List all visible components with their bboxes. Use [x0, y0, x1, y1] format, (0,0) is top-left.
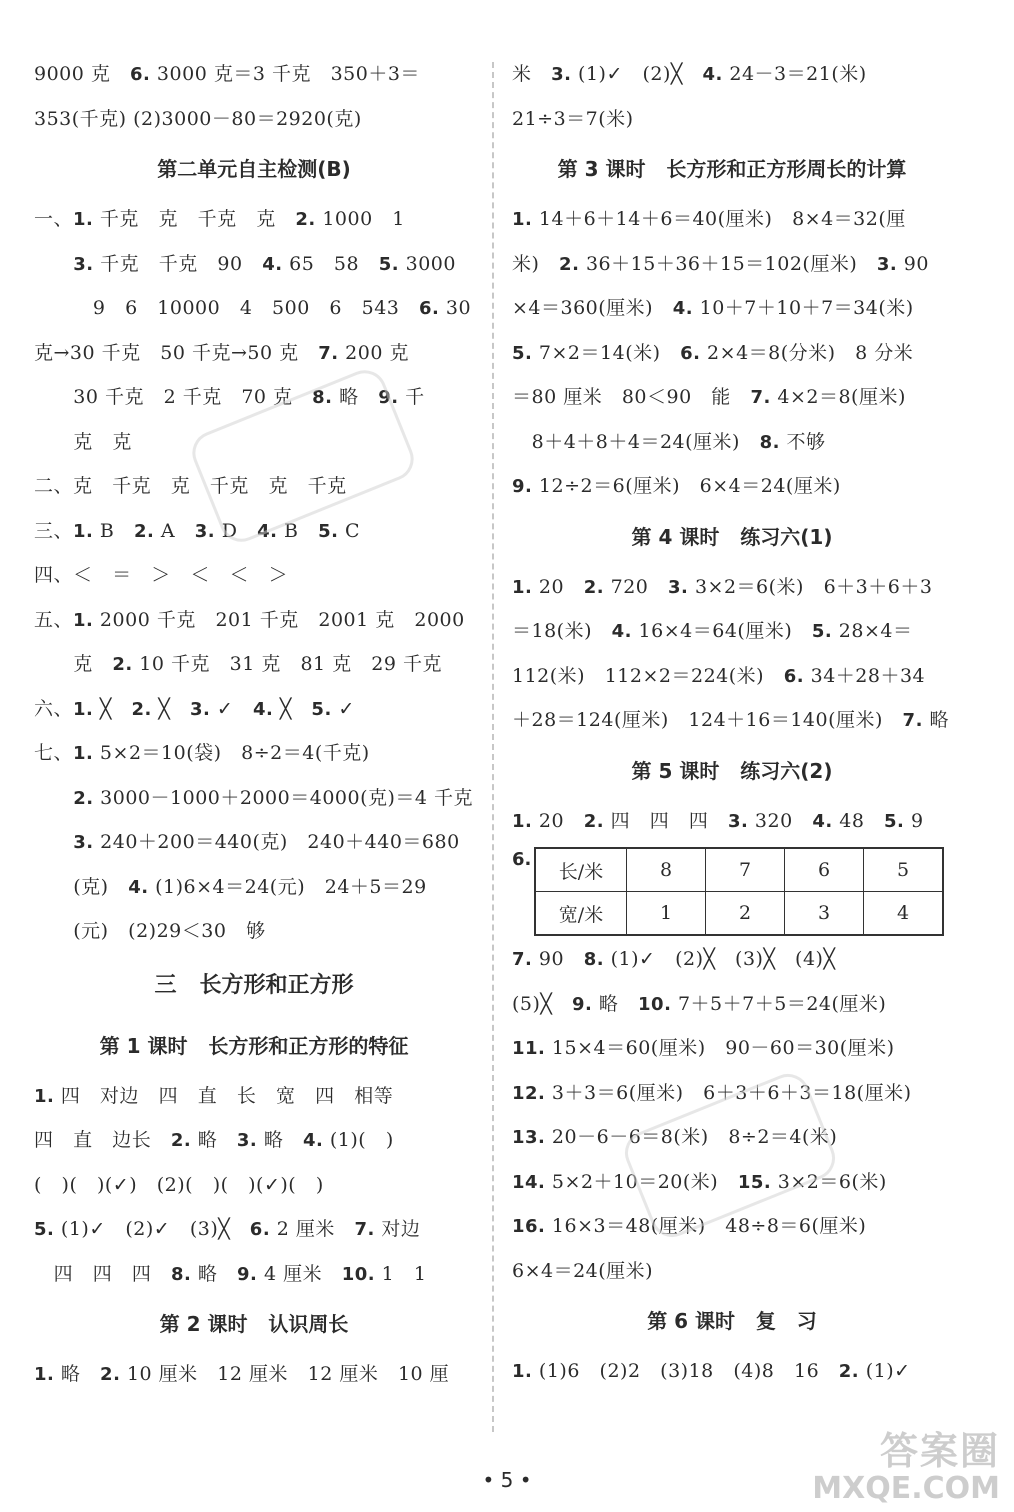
table-cell: 4	[864, 892, 944, 936]
section-heading: 第 6 课时 复 习	[647, 1309, 817, 1333]
table-row-header: 宽/米	[535, 892, 627, 936]
table-cell: 2	[706, 892, 785, 936]
answer-line: (5)╳ 9. 略 10. 7＋5＋7＋5＝24(厘米)	[512, 992, 887, 1015]
answer-line: 5. 7×2＝14(米) 6. 2×4＝8(分米) 8 分米	[512, 341, 914, 364]
section-heading: 第 3 课时 长方形和正方形周长的计算	[557, 157, 907, 181]
answer-line: 12. 3＋3＝6(厘米) 6＋3＋6＋3＝18(厘米)	[512, 1081, 912, 1104]
section-heading: 第二单元自主检测(B)	[157, 157, 351, 181]
answer-line: 1. 20 2. 四 四 四 3. 320 4. 48 5. 9	[512, 809, 924, 832]
answer-line: 七、1. 5×2＝10(袋) 8÷2＝4(千克)	[34, 742, 370, 764]
answer-line: 3. 240＋200＝440(克) 240＋440＝680	[73, 831, 460, 853]
answer-line: 四、＜ ＝ ＞ ＜ ＜ ＞	[34, 564, 289, 586]
section-heading: 第 2 课时 认识周长	[159, 1312, 349, 1336]
table-cell: 7	[706, 848, 785, 892]
answer-line: ( )( )(✓) (2)( )( )(✓)( )	[34, 1173, 324, 1196]
length-width-table	[534, 847, 944, 936]
answer-line: 克→30 千克 50 千克→50 克 7. 200 克	[34, 341, 409, 364]
answer-line: 3. 千克 千克 90 4. 65 58 5. 3000	[73, 252, 456, 275]
answer-line: 7. 90 8. (1)✓ (2)╳ (3)╳ (4)╳	[512, 948, 836, 970]
answer-line: 米) 2. 36＋15＋36＋15＝102(厘米) 3. 90	[512, 252, 929, 275]
unit-heading: 三 长方形和正方形	[154, 972, 354, 998]
answer-line: 9. 12÷2＝6(厘米) 6×4＝24(厘米)	[512, 475, 841, 497]
table-row	[535, 848, 943, 892]
answer-line: (克) 4. (1)6×4＝24(元) 24＋5＝29	[34, 875, 427, 898]
table-cell: 1	[627, 892, 706, 936]
section-heading: 第 4 课时 练习六(1)	[631, 524, 833, 549]
answer-line: 13. 20－6－6＝8(米) 8÷2＝4(米)	[512, 1126, 838, 1148]
answer-line: 112(米) 112×2＝224(米) 6. 34＋28＋34	[512, 664, 926, 687]
left-column	[34, 52, 474, 1397]
answer-line: 1. 20 2. 720 3. 3×2＝6(米) 6＋3＋6＋3	[512, 575, 933, 598]
answer-line: 11. 15×4＝60(厘米) 90－60＝30(厘米)	[512, 1037, 895, 1059]
answer-line: ＝18(米) 4. 16×4＝64(厘米) 5. 28×4＝	[512, 620, 913, 642]
answer-line: 米 3. (1)✓ (2)╳ 4. 24－3＝21(米)	[512, 63, 867, 85]
answer-line: 1. (1)6 (2)2 (3)18 (4)8 16 2. (1)✓	[512, 1360, 911, 1382]
answer-line: 30 千克 2 千克 70 克 8. 略 9. 千	[34, 386, 425, 408]
answer-line: 1. 14＋6＋14＋6＝40(厘米) 8×4＝32(厘	[512, 208, 906, 230]
answer-line: 16. 16×3＝48(厘米) 48÷8＝6(厘米)	[512, 1215, 867, 1237]
table-cell: 5	[864, 848, 944, 892]
answer-line: 2. 3000－1000＋2000＝4000(克)＝4 千克	[73, 786, 474, 809]
section-heading: 第 1 课时 长方形和正方形的特征	[99, 1033, 409, 1058]
answer-line: (元) (2)29＜30 够	[34, 920, 266, 942]
answer-line: 二、克 千克 克 千克 克 千克	[34, 475, 347, 497]
answer-line: 五、1. 2000 千克 201 千克 2001 克 2000	[34, 608, 465, 631]
answer-line: 克 2. 10 千克 31 克 81 克 29 千克	[34, 653, 442, 675]
table-row-header: 长/米	[535, 848, 627, 892]
answer-table-block	[512, 847, 952, 937]
answer-line: 克 克	[34, 430, 132, 453]
answer-line: 8＋4＋8＋4＝24(厘米) 8. 不够	[512, 430, 826, 453]
answer-line: 9 6 10000 4 500 6 543 6. 30	[34, 297, 472, 319]
watermark-logo	[812, 1420, 1000, 1506]
column-divider	[492, 62, 494, 1432]
answer-line: 四 直 边长 2. 略 3. 略 4. (1)( )	[34, 1129, 394, 1151]
answer-line: 21÷3＝7(米)	[512, 107, 634, 130]
answer-line: 1. 四 对边 四 直 长 宽 四 相等	[34, 1084, 394, 1107]
watermark-url: MXQE.COM	[812, 1471, 1000, 1506]
answer-line: 三、1. B 2. A 3. D 4. B 5. C	[34, 519, 361, 542]
table-cell: 8	[627, 848, 706, 892]
answer-line: 一、1. 千克 克 千克 克 2. 1000 1	[34, 208, 405, 230]
watermark-text: 答案圈	[879, 1429, 1000, 1473]
answer-line: ＝80 厘米 80＜90 能 7. 4×2＝8(厘米)	[512, 386, 906, 408]
answer-line: 353(千克) (2)3000－80＝2920(克)	[34, 107, 362, 130]
answer-line: 六、1. ╳ 2. ╳ 3. ✓ 4. ╳ 5. ✓	[34, 697, 355, 720]
page-number: • 5 •	[482, 1468, 532, 1492]
answer-line: 6×4＝24(厘米)	[512, 1259, 654, 1282]
question-number: 6.	[512, 849, 532, 870]
table-cell: 6	[785, 848, 864, 892]
section-heading: 第 5 课时 练习六(2)	[631, 758, 833, 783]
answer-line: 5. (1)✓ (2)✓ (3)╳ 6. 2 厘米 7. 对边	[34, 1218, 421, 1240]
answer-line: 14. 5×2＋10＝20(米) 15. 3×2＝6(米)	[512, 1170, 887, 1193]
answer-line: 四 四 四 8. 略 9. 4 厘米 10. 1 1	[34, 1262, 427, 1285]
answer-line: 1. 略 2. 10 厘米 12 厘米 12 厘米 10 厘	[34, 1363, 450, 1385]
answer-line: ＋28＝124(厘米) 124＋16＝140(厘米) 7. 略	[512, 709, 949, 731]
table-row	[535, 892, 943, 936]
answer-line: 9000 克 6. 3000 克＝3 千克 350＋3＝	[34, 63, 420, 85]
answer-line: ×4＝360(厘米) 4. 10＋7＋10＋7＝34(米)	[512, 297, 914, 319]
table-cell: 3	[785, 892, 864, 936]
